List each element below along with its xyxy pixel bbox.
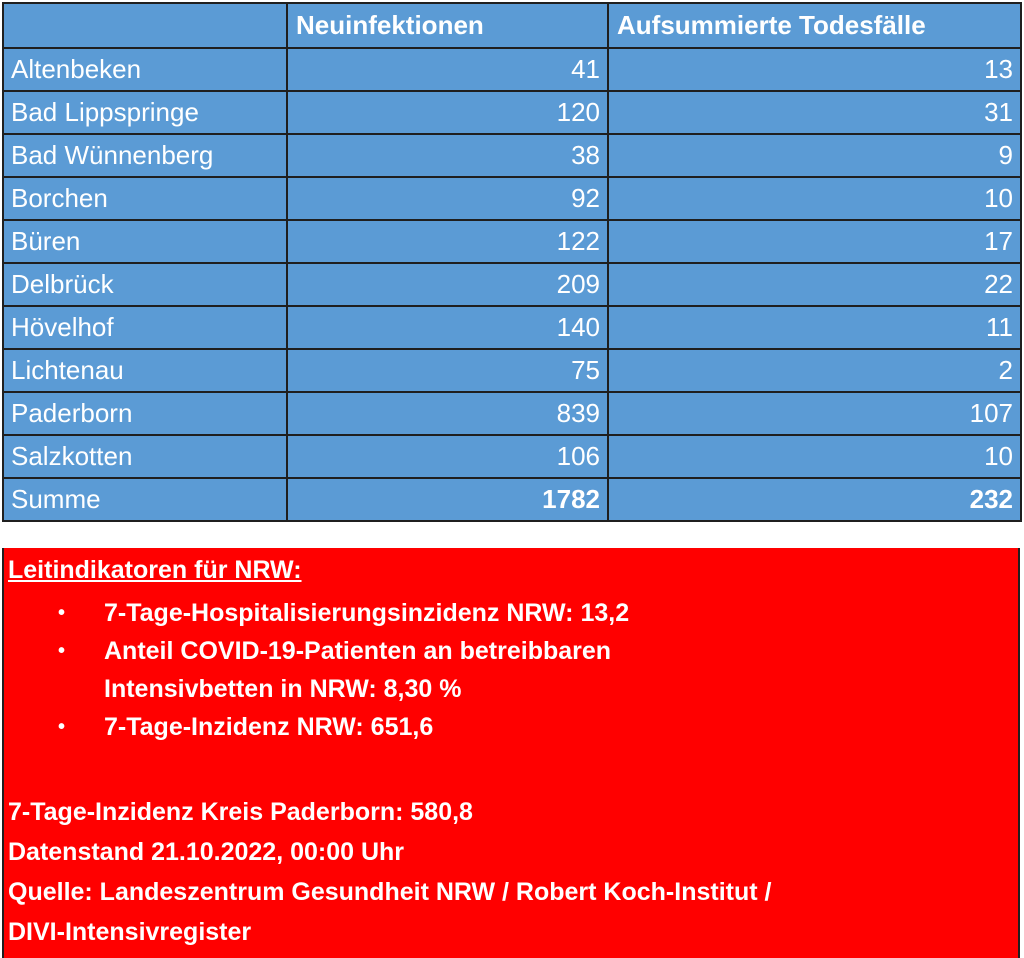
deaths-cell: 11 — [608, 306, 1021, 349]
deaths-cell: 22 — [608, 263, 1021, 306]
table-row — [3, 392, 1021, 435]
deaths-cell: 17 — [608, 220, 1021, 263]
total-deaths: 232 — [608, 478, 1021, 521]
indicator-item — [4, 594, 1018, 632]
indicator-text: Anteil COVID-19-Patienten an betreibbaren — [104, 637, 612, 665]
deaths-cell: 10 — [608, 177, 1021, 220]
indicator-item — [4, 708, 1018, 746]
header-cumulative-deaths: Aufsummierte Todesfälle — [608, 3, 1021, 48]
indicator-list — [4, 594, 1018, 746]
new-infections-cell: 75 — [287, 349, 608, 392]
total-new-infections: 1782 — [287, 478, 608, 521]
municipality-cell: Borchen — [3, 177, 287, 220]
total-label: Summe — [3, 478, 287, 521]
deaths-cell: 9 — [608, 134, 1021, 177]
municipality-cell: Altenbeken — [3, 48, 287, 91]
new-infections-cell: 209 — [287, 263, 608, 306]
new-infections-cell: 120 — [287, 91, 608, 134]
new-infections-cell: 38 — [287, 134, 608, 177]
new-infections-cell: 122 — [287, 220, 608, 263]
total-row — [3, 478, 1021, 521]
municipality-cell: Delbrück — [3, 263, 287, 306]
indicator-text: 7-Tage-Inzidenz NRW: 651,6 — [104, 713, 434, 741]
municipality-cell: Salzkotten — [3, 435, 287, 478]
indicator-item — [4, 632, 1018, 708]
table-row — [3, 435, 1021, 478]
infection-table — [2, 2, 1022, 522]
municipality-cell: Bad Lippspringe — [3, 91, 287, 134]
header-new-infections: Neuinfektionen — [287, 3, 608, 48]
table-row — [3, 48, 1021, 91]
source-line-continued: DIVI-Intensivregister — [8, 918, 252, 946]
bullet-icon: • — [58, 640, 66, 662]
table-row — [3, 263, 1021, 306]
municipality-cell: Büren — [3, 220, 287, 263]
source-line: Quelle: Landeszentrum Gesundheit NRW / Robert Koch-Institut / — [8, 878, 772, 906]
deaths-cell: 10 — [608, 435, 1021, 478]
deaths-cell: 107 — [608, 392, 1021, 435]
paderborn-incidence: 7-Tage-Inzidenz Kreis Paderborn: 580,8 — [8, 798, 473, 826]
deaths-cell: 13 — [608, 48, 1021, 91]
table-row — [3, 134, 1021, 177]
table-row — [3, 306, 1021, 349]
indicator-panel — [2, 548, 1020, 958]
new-infections-cell: 41 — [287, 48, 608, 91]
municipality-cell: Hövelhof — [3, 306, 287, 349]
bullet-icon: • — [58, 602, 66, 624]
municipality-cell: Lichtenau — [3, 349, 287, 392]
table-row — [3, 91, 1021, 134]
data-status: Datenstand 21.10.2022, 00:00 Uhr — [8, 838, 405, 866]
indicator-title: Leitindikatoren für NRW: — [8, 556, 302, 584]
indicator-text: 7-Tage-Hospitalisierungsinzidenz NRW: 13,2 — [104, 599, 630, 627]
table-row — [3, 177, 1021, 220]
bullet-icon: • — [58, 716, 66, 738]
deaths-cell: 31 — [608, 91, 1021, 134]
indicator-text-continued: Intensivbetten in NRW: 8,30 % — [104, 675, 462, 703]
table-row — [3, 220, 1021, 263]
table-row — [3, 349, 1021, 392]
municipality-cell: Bad Wünnenberg — [3, 134, 287, 177]
new-infections-cell: 106 — [287, 435, 608, 478]
deaths-cell: 2 — [608, 349, 1021, 392]
new-infections-cell: 839 — [287, 392, 608, 435]
table-header-row — [3, 3, 1021, 48]
new-infections-cell: 140 — [287, 306, 608, 349]
header-municipality — [3, 3, 287, 48]
municipality-cell: Paderborn — [3, 392, 287, 435]
new-infections-cell: 92 — [287, 177, 608, 220]
